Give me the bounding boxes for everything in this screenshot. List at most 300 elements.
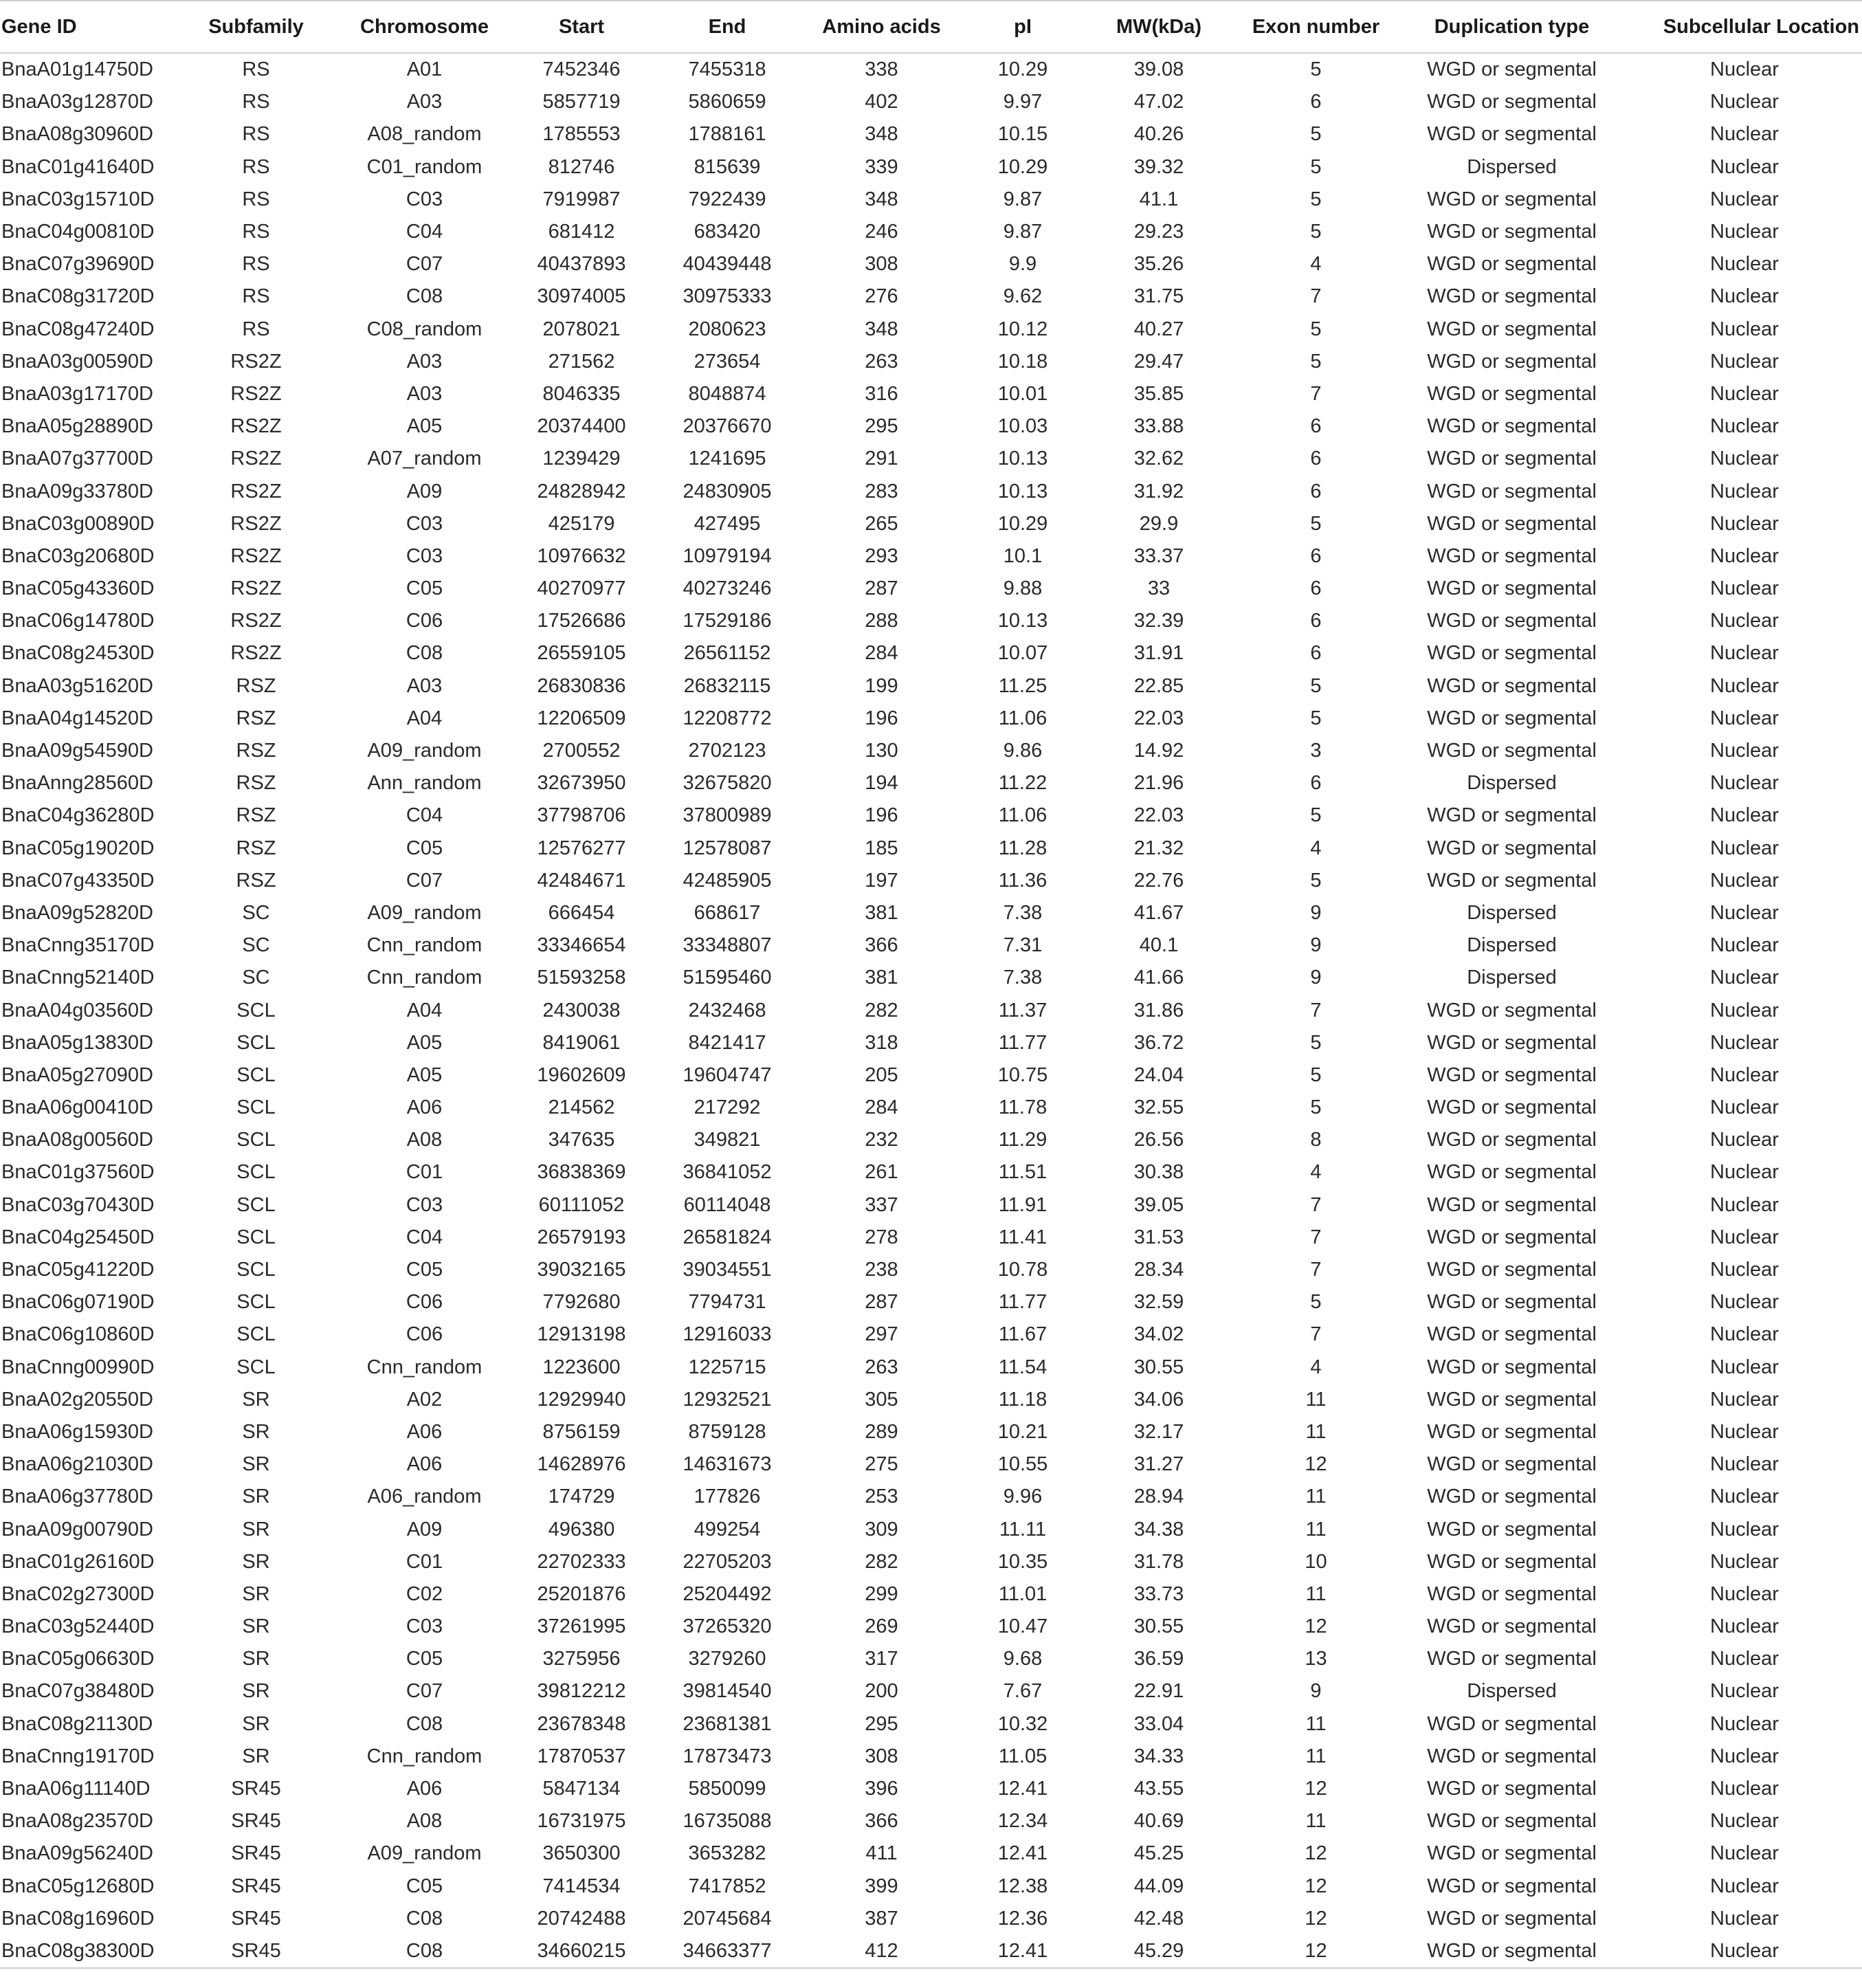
amino-acids-cell: 291	[865, 448, 898, 470]
table-row	[0, 832, 1862, 865]
exon-number-cell: 6	[1310, 610, 1322, 632]
gene-id-cell: BnaC06g14780D	[1, 610, 155, 632]
subcellular-location-cell: Nuclear	[1710, 155, 1779, 178]
exon-number-cell: 5	[1310, 155, 1322, 178]
exon-number-cell: 12	[1305, 1615, 1327, 1638]
gene-id-cell: BnaA06g00410D	[1, 1096, 153, 1119]
end-cell: 40439448	[683, 253, 772, 276]
pi-cell: 9.97	[1003, 91, 1043, 113]
gene-id-cell: BnaC04g36280D	[1, 804, 155, 827]
end-cell: 3653282	[688, 1842, 766, 1865]
table-row	[0, 1416, 1862, 1448]
subcellular-location-cell: Nuclear	[1710, 772, 1779, 795]
pi-cell: 11.37	[998, 999, 1048, 1021]
amino-acids-cell: 238	[865, 1259, 898, 1281]
start-cell: 25201876	[537, 1582, 626, 1605]
pi-cell: 10.29	[997, 155, 1048, 178]
end-cell: 20745684	[683, 1907, 772, 1930]
pi-cell: 10.07	[997, 642, 1048, 665]
mw-cell: 44.09	[1133, 1875, 1184, 1897]
mw-cell: 30.38	[1133, 1161, 1184, 1184]
table-row	[0, 1092, 1862, 1124]
gene-id-cell: BnaC08g47240D	[1, 318, 155, 340]
chromosome-cell: A09	[406, 1518, 443, 1540]
end-cell: 8421417	[688, 1031, 766, 1054]
table-row	[0, 1935, 1862, 1968]
mw-cell: 35.26	[1133, 253, 1184, 276]
table-row	[0, 670, 1862, 703]
mw-cell: 32.39	[1133, 610, 1184, 632]
gene-id-cell: BnaA03g00590D	[1, 350, 153, 373]
chromosome-cell: C01_random	[366, 155, 483, 178]
subcellular-location-cell: Nuclear	[1710, 318, 1779, 340]
chromosome-cell: Cnn_random	[366, 967, 483, 989]
duplication-type-cell: WGD or segmental	[1427, 1161, 1597, 1184]
end-cell: 39034551	[683, 1259, 772, 1281]
table-row	[0, 248, 1862, 280]
start-cell: 812746	[548, 155, 615, 178]
gene-id-cell: BnaC03g15710D	[1, 188, 155, 210]
start-cell: 24828942	[537, 480, 626, 502]
amino-acids-cell: 265	[865, 512, 898, 535]
exon-number-cell: 6	[1310, 448, 1322, 470]
mw-cell: 34.02	[1133, 1323, 1184, 1346]
subfamily-cell: SR	[242, 1453, 270, 1476]
subcellular-location-cell: Nuclear	[1710, 1712, 1779, 1735]
duplication-type-cell: WGD or segmental	[1427, 221, 1597, 243]
gene-id-cell: BnaA05g28890D	[1, 415, 153, 438]
amino-acids-cell: 412	[800, 1935, 963, 1968]
start-cell: 425179	[548, 512, 615, 535]
mw-cell: 32.17	[1133, 1420, 1184, 1443]
end-cell: 20376670	[683, 415, 772, 438]
exon-number-cell: 6	[1310, 544, 1322, 567]
subcellular-location-cell: Nuclear	[1627, 1935, 1862, 1968]
start-cell: 5857719	[542, 91, 621, 113]
subfamily-cell: RS	[242, 253, 270, 276]
pi-cell: 11.18	[998, 1388, 1048, 1411]
amino-acids-cell: 387	[865, 1907, 898, 1930]
duplication-type-cell: WGD or segmental	[1427, 1842, 1597, 1865]
exon-number-cell: 5	[1310, 350, 1322, 373]
subcellular-location-cell: Nuclear	[1710, 1420, 1779, 1443]
end-cell: 34663377	[654, 1935, 800, 1968]
table-row	[0, 703, 1862, 735]
subfamily-cell: RS	[242, 188, 270, 210]
exon-number-cell: 7	[1310, 285, 1322, 308]
chromosome-cell: Cnn_random	[366, 1745, 483, 1767]
exon-number-cell: 12	[1305, 1907, 1327, 1930]
duplication-type-cell: WGD or segmental	[1427, 188, 1597, 210]
chromosome-cell: A03	[406, 350, 443, 373]
pi-cell: 10.47	[997, 1615, 1048, 1638]
gene-id-cell: BnaA06g15930D	[1, 1420, 153, 1443]
pi-cell: 9.96	[1003, 1486, 1043, 1508]
subcellular-location-cell: Nuclear	[1710, 253, 1779, 276]
start-cell: 32673950	[537, 772, 626, 795]
mw-cell: 28.34	[1133, 1259, 1184, 1281]
pi-cell: 9.87	[1003, 221, 1043, 243]
duplication-type-cell: WGD or segmental	[1427, 1453, 1597, 1476]
start-cell: 26579193	[537, 1226, 626, 1248]
chromosome-cell: A04	[406, 999, 443, 1021]
exon-number-cell: 9	[1310, 901, 1322, 924]
gene-id-cell: BnaA08g23570D	[1, 1810, 153, 1833]
gene-id-cell: BnaC01g26160D	[1, 1550, 155, 1573]
start-cell: 20374400	[537, 415, 626, 438]
pi-cell: 11.78	[998, 1096, 1048, 1119]
exon-number-cell: 4	[1310, 1161, 1322, 1184]
pi-cell: 9.86	[1003, 740, 1043, 762]
exon-number-cell: 5	[1310, 512, 1322, 535]
exon-number-cell: 5	[1310, 188, 1322, 210]
exon-number-cell: 5	[1310, 1291, 1322, 1314]
pi-cell: 10.03	[997, 415, 1048, 438]
pi-cell: 10.75	[997, 1063, 1048, 1086]
exon-number-cell: 6	[1310, 91, 1322, 113]
end-cell: 3279260	[688, 1648, 766, 1670]
duplication-type-cell: WGD or segmental	[1427, 1518, 1597, 1540]
start-cell: 2430038	[542, 999, 621, 1021]
subcellular-location-cell: Nuclear	[1710, 382, 1779, 405]
mw-cell: 31.53	[1133, 1226, 1184, 1248]
start-cell: 19602609	[537, 1063, 626, 1086]
subfamily-cell: SR45	[231, 1907, 281, 1930]
subfamily-cell: RS2Z	[230, 382, 282, 405]
start-cell: 26830836	[537, 674, 626, 697]
subfamily-cell: SCL	[236, 1323, 276, 1346]
end-cell: 2080623	[688, 318, 766, 340]
start-cell: 40270977	[537, 577, 626, 600]
subcellular-location-cell: Nuclear	[1710, 967, 1779, 989]
gene-id-cell: BnaC01g41640D	[1, 155, 155, 178]
gene-id-cell: BnaC06g10860D	[1, 1323, 155, 1346]
mw-cell: 22.85	[1133, 674, 1184, 697]
duplication-type-cell: WGD or segmental	[1427, 1226, 1597, 1248]
start-cell: 37261995	[537, 1615, 626, 1638]
subcellular-location-cell: Nuclear	[1710, 1875, 1779, 1897]
gene-id-cell: BnaC08g31720D	[1, 285, 155, 308]
chromosome-cell: A06	[406, 1453, 443, 1476]
duplication-type-cell: WGD or segmental	[1427, 1615, 1597, 1638]
chromosome-cell: C07	[406, 253, 443, 276]
table-row	[0, 151, 1862, 184]
subfamily-cell: SCL	[236, 1161, 276, 1184]
mw-cell: 39.05	[1133, 1193, 1184, 1216]
end-cell: 7455318	[688, 58, 766, 81]
start-cell: 1239429	[542, 448, 621, 470]
pi-cell: 10.13	[997, 480, 1048, 502]
table-row	[0, 410, 1862, 443]
table-row	[0, 280, 1862, 313]
subfamily-cell: RS2Z	[230, 448, 282, 470]
mw-cell: 34.33	[1133, 1745, 1184, 1767]
amino-acids-cell: 318	[865, 1031, 898, 1054]
subcellular-location-cell: Nuclear	[1710, 1745, 1779, 1767]
exon-number-cell: 5	[1310, 674, 1322, 697]
mw-cell: 32.59	[1133, 1291, 1184, 1314]
subcellular-location-cell: Nuclear	[1710, 1031, 1779, 1054]
table-row	[0, 897, 1862, 929]
gene-id-cell: BnaCnng52140D	[1, 967, 155, 989]
pi-cell: 11.05	[998, 1745, 1048, 1767]
chromosome-cell: A06	[406, 1096, 443, 1119]
chromosome-cell: A09_random	[367, 740, 482, 762]
exon-number-cell: 6	[1310, 772, 1322, 795]
table-row	[0, 735, 1862, 767]
subcellular-location-cell: Nuclear	[1710, 1129, 1779, 1151]
subcellular-location-cell: Nuclear	[1710, 221, 1779, 243]
end-cell: 273654	[694, 350, 761, 373]
gene-id-cell: BnaC03g00890D	[1, 512, 155, 535]
col-header-subfamily: Subfamily	[172, 1, 340, 53]
subcellular-location-cell: Nuclear	[1710, 1193, 1779, 1216]
pi-cell: 11.11	[999, 1518, 1047, 1540]
duplication-type-cell: WGD or segmental	[1427, 1907, 1597, 1930]
mw-cell: 33.73	[1133, 1582, 1184, 1605]
chromosome-cell: A02	[406, 1388, 443, 1411]
subfamily-cell: RS	[242, 318, 270, 340]
subcellular-location-cell: Nuclear	[1710, 804, 1779, 827]
chromosome-cell: C05	[406, 1648, 443, 1670]
gene-id-cell: BnaA03g12870D	[1, 91, 153, 113]
chromosome-cell: A05	[406, 1031, 443, 1054]
start-cell: 17526686	[537, 610, 626, 632]
pi-cell: 11.06	[998, 707, 1048, 729]
subfamily-cell: SR	[242, 1615, 270, 1638]
pi-cell: 9.68	[1003, 1648, 1043, 1670]
exon-number-cell: 9	[1310, 967, 1322, 989]
gene-id-cell: BnaC03g52440D	[1, 1615, 155, 1638]
duplication-type-cell: WGD or segmental	[1427, 1259, 1597, 1281]
pi-cell: 11.77	[998, 1031, 1048, 1054]
subcellular-location-cell: Nuclear	[1710, 642, 1779, 665]
pi-cell: 10.55	[997, 1453, 1048, 1476]
gene-id-cell: BnaA09g56240D	[1, 1842, 153, 1865]
col-header-pi: pI	[963, 1, 1083, 53]
subcellular-location-cell: Nuclear	[1710, 999, 1779, 1021]
subfamily-cell: RS	[242, 58, 270, 81]
header-row	[0, 1, 1862, 53]
mw-cell: 40.26	[1133, 123, 1184, 146]
gene-id-cell: BnaA03g17170D	[1, 382, 153, 405]
table-row	[0, 1351, 1862, 1384]
pi-cell: 9.88	[1003, 577, 1043, 600]
mw-cell: 31.75	[1133, 285, 1184, 308]
mw-cell: 29.23	[1133, 221, 1184, 243]
duplication-type-cell: WGD or segmental	[1427, 285, 1597, 308]
start-cell: 1223600	[542, 1356, 621, 1378]
end-cell: 815639	[694, 155, 761, 178]
start-cell: 17870537	[537, 1745, 626, 1767]
mw-cell: 35.85	[1133, 382, 1184, 405]
duplication-type-cell: WGD or segmental	[1427, 415, 1597, 438]
pi-cell: 11.06	[998, 804, 1048, 827]
exon-number-cell: 7	[1310, 382, 1322, 405]
subfamily-cell: RSZ	[236, 869, 276, 892]
start-cell: 3275956	[542, 1648, 621, 1670]
duplication-type-cell: WGD or segmental	[1427, 350, 1597, 373]
mw-cell: 31.78	[1133, 1550, 1184, 1573]
table-row	[0, 118, 1862, 151]
start-cell: 39032165	[537, 1259, 626, 1281]
start-cell: 14628976	[537, 1453, 626, 1476]
end-cell: 39814540	[683, 1680, 772, 1703]
subcellular-location-cell: Nuclear	[1710, 350, 1779, 373]
gene-id-cell: BnaA08g00560D	[1, 1129, 153, 1151]
subfamily-cell: RSZ	[236, 804, 276, 827]
exon-number-cell: 3	[1310, 740, 1322, 762]
subfamily-cell: SCL	[236, 1226, 276, 1248]
table-row	[0, 1611, 1862, 1643]
exon-number-cell: 11	[1305, 1745, 1327, 1767]
start-cell: 12913198	[537, 1323, 626, 1346]
amino-acids-cell: 275	[865, 1453, 898, 1476]
gene-id-cell: BnaCnng00990D	[1, 1356, 155, 1378]
amino-acids-cell: 396	[865, 1778, 898, 1800]
duplication-type-cell: WGD or segmental	[1427, 1193, 1597, 1216]
end-cell: 5850099	[688, 1778, 766, 1800]
chromosome-cell: C03	[406, 512, 443, 535]
subfamily-cell: SCL	[236, 1193, 276, 1216]
exon-number-cell: 12	[1305, 1778, 1327, 1800]
subcellular-location-cell: Nuclear	[1710, 1518, 1779, 1540]
gene-id-cell: BnaA09g00790D	[1, 1518, 153, 1540]
duplication-type-cell: WGD or segmental	[1427, 91, 1597, 113]
end-cell: 8048874	[688, 382, 766, 405]
pi-cell: 11.28	[998, 837, 1048, 859]
duplication-type-cell: Dispersed	[1467, 1680, 1557, 1703]
mw-cell: 31.27	[1133, 1453, 1184, 1476]
subfamily-cell: RS	[242, 221, 270, 243]
chromosome-cell: C01	[406, 1550, 443, 1573]
exon-number-cell: 5	[1310, 1096, 1322, 1119]
gene-id-cell: BnaAnng28560D	[1, 772, 153, 795]
table-row	[0, 313, 1862, 346]
start-cell: 7414534	[542, 1875, 621, 1897]
amino-acids-cell: 284	[865, 1096, 898, 1119]
end-cell: 1225715	[688, 1356, 766, 1378]
chromosome-cell: C03	[406, 188, 443, 210]
amino-acids-cell: 205	[865, 1063, 898, 1086]
chromosome-cell: Cnn_random	[366, 934, 483, 957]
amino-acids-cell: 399	[865, 1875, 898, 1897]
pi-cell: 11.22	[998, 772, 1048, 795]
table-row	[0, 865, 1862, 897]
mw-cell: 45.25	[1133, 1842, 1184, 1865]
exon-number-cell: 4	[1310, 1356, 1322, 1378]
col-header-chromosome: Chromosome	[340, 1, 509, 53]
start-cell: 5847134	[542, 1778, 621, 1800]
gene-id-cell: BnaC06g07190D	[1, 1291, 155, 1314]
start-cell: 40437893	[537, 253, 626, 276]
table-row	[0, 216, 1862, 248]
exon-number-cell: 6	[1310, 415, 1322, 438]
exon-number-cell: 11	[1305, 1420, 1327, 1443]
table-row	[0, 1027, 1862, 1059]
subcellular-location-cell: Nuclear	[1710, 1291, 1779, 1314]
table-row	[0, 184, 1862, 216]
exon-number-cell: 4	[1310, 837, 1322, 859]
gene-id-cell: BnaC08g38300D	[0, 1935, 172, 1968]
start-cell: 12206509	[537, 707, 626, 729]
duplication-type-cell: WGD or segmental	[1427, 740, 1597, 762]
start-cell: 23678348	[537, 1712, 626, 1735]
start-cell: 34660215	[509, 1935, 654, 1968]
end-cell: 2432468	[688, 999, 766, 1021]
exon-number-cell: 11	[1305, 1712, 1327, 1735]
duplication-type-cell: WGD or segmental	[1427, 318, 1597, 340]
amino-acids-cell: 316	[865, 382, 898, 405]
subfamily-cell: RS2Z	[230, 480, 282, 502]
duplication-type-cell: Dispersed	[1467, 967, 1557, 989]
subfamily-cell: RS	[242, 155, 270, 178]
subfamily-cell: RSZ	[236, 837, 276, 859]
mw-cell: 41.66	[1133, 967, 1184, 989]
table-row	[0, 929, 1862, 962]
end-cell: 7922439	[688, 188, 766, 210]
chromosome-cell: A05	[406, 415, 443, 438]
chromosome-cell: A05	[406, 1063, 443, 1086]
subfamily-cell: SC	[242, 967, 270, 989]
start-cell: 39812212	[537, 1680, 626, 1703]
amino-acids-cell: 339	[865, 155, 898, 178]
mw-cell: 39.08	[1133, 58, 1184, 81]
subfamily-cell: SCL	[236, 1063, 276, 1086]
subcellular-location-cell: Nuclear	[1710, 1810, 1779, 1833]
duplication-type-cell: WGD or segmental	[1427, 1063, 1597, 1086]
table-row	[0, 508, 1862, 540]
gene-id-cell: BnaA09g54590D	[1, 740, 153, 762]
gene-id-cell: BnaA07g37700D	[1, 448, 153, 470]
table-row	[0, 1254, 1862, 1286]
start-cell: 8046335	[542, 382, 621, 405]
pi-cell: 10.32	[997, 1712, 1048, 1735]
amino-acids-cell: 381	[865, 967, 898, 989]
table-row	[0, 1222, 1862, 1254]
amino-acids-cell: 197	[865, 869, 898, 892]
mw-cell: 29.9	[1139, 512, 1179, 535]
pi-cell: 11.51	[998, 1161, 1048, 1184]
start-cell: 30974005	[537, 285, 626, 308]
amino-acids-cell: 288	[865, 610, 898, 632]
amino-acids-cell: 317	[865, 1648, 898, 1670]
exon-number-cell: 7	[1310, 1226, 1322, 1248]
amino-acids-cell: 305	[865, 1388, 898, 1411]
gene-id-cell: BnaC05g12680D	[1, 1875, 155, 1897]
table-row	[0, 1546, 1862, 1578]
gene-id-cell: BnaA06g37780D	[1, 1486, 153, 1508]
chromosome-cell: C05	[406, 1875, 443, 1897]
chromosome-cell: C06	[406, 610, 443, 632]
table-row	[0, 475, 1862, 507]
chromosome-cell: C08	[406, 642, 443, 665]
start-cell: 12576277	[537, 837, 626, 859]
exon-number-cell: 9	[1310, 1680, 1322, 1703]
start-cell: 347635	[548, 1129, 615, 1151]
amino-acids-cell: 366	[865, 1810, 898, 1833]
start-cell: 20742488	[537, 1907, 626, 1930]
amino-acids-cell: 253	[865, 1486, 898, 1508]
chromosome-cell: C06	[406, 1323, 443, 1346]
table-row	[0, 1286, 1862, 1318]
start-cell: 26559105	[537, 642, 626, 665]
end-cell: 60114048	[683, 1193, 771, 1216]
duplication-type-cell: WGD or segmental	[1427, 1388, 1597, 1411]
duplication-type-cell: WGD or segmental	[1427, 1356, 1597, 1378]
pi-cell: 10.1	[1003, 544, 1043, 567]
subfamily-cell: SR45	[231, 1842, 281, 1865]
